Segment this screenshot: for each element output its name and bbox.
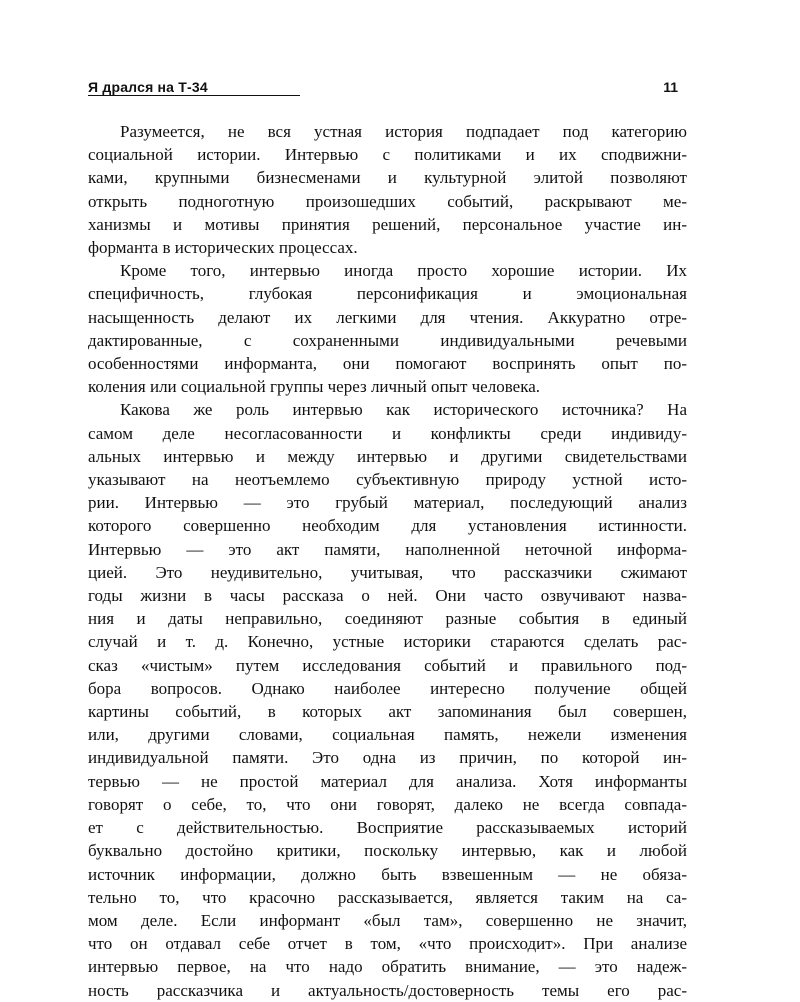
text-line: картины событий, в которых акт запоминания был совершен, [88, 702, 687, 722]
text-line: что он отдавал себе отчет в том, «что происходит». При анализе [88, 934, 687, 954]
text-line: рии. Интервью — это грубый материал, последующий анализ [88, 493, 687, 513]
header-rule [88, 95, 300, 96]
text-line: насыщенность делают их легкими для чтения. Аккуратно отре- [88, 307, 687, 327]
text-line: тельно то, что красочно рассказывается, является таким на са- [88, 887, 687, 907]
text-line: или, другими словами, социальная память, нежели изменения [88, 725, 687, 745]
text-line: специфичность, глубокая персонификация и эмоциональная [88, 284, 687, 304]
paragraph [88, 398, 687, 1001]
text-line: Кроме того, интервью иногда просто хорошие истории. Их [120, 261, 687, 281]
text-line: сказ «чистым» путем исследования событий и правильного под- [88, 655, 687, 675]
body-text [88, 120, 687, 1002]
text-line: интервью первое, на что надо обратить внимание, — это надеж- [88, 957, 687, 977]
text-line: мом деле. Если информант «был там», совершенно не значит, [88, 910, 687, 930]
text-line: которого совершенно необходим для установления истинности. [88, 516, 687, 536]
running-title: Я дрался на Т-34 [88, 79, 208, 95]
text-line: цией. Это неудивительно, учитывая, что рассказчики сжимают [88, 562, 687, 582]
text-line: случай и т. д. Конечно, устные историки стараются сделать рас- [88, 632, 687, 652]
page-number: 11 [663, 79, 678, 95]
text-line: бора вопросов. Однако наиболее интересно получение общей [88, 678, 687, 698]
paragraph [88, 120, 687, 259]
text-line: ность рассказчика и актуальность/достоверность темы его рас- [88, 980, 687, 1000]
text-line: ния и даты неправильно, соединяют разные события в единый [88, 609, 687, 629]
text-line: буквально достойно критики, поскольку интервью, как и любой [88, 841, 687, 861]
text-line: годы жизни в часы рассказа о ней. Они часто озвучивают назва- [88, 586, 687, 606]
text-line: самом деле несогласованности и конфликты среди индивиду- [88, 423, 687, 443]
text-line: дактированные, с сохраненными индивидуальными речевыми [88, 330, 687, 350]
text-line: коления или социальной группы через личный опыт человека. [88, 377, 540, 397]
text-line: индивидуальной памяти. Это одна из причин, по которой ин- [88, 748, 687, 768]
text-line: особенностями информанта, они помогают воспринять опыт по- [88, 354, 687, 374]
paragraph [88, 259, 687, 398]
text-line: Разумеется, не вся устная история подпадает под категорию [120, 122, 687, 141]
text-line: тервью — не простой материал для анализа. Хотя информанты [88, 771, 687, 791]
text-line: социальной истории. Интервью с политиками и их сподвижни- [88, 145, 687, 165]
text-line: открыть подноготную произошедших событий, раскрывают ме- [88, 191, 687, 211]
text-line: источник информации, должно быть взвешенным — не обяза- [88, 864, 687, 884]
text-line: указывают на неотъемлемо субъективную природу устной исто- [88, 470, 687, 490]
text-line: Интервью — это акт памяти, наполненной неточной информа- [88, 539, 687, 559]
text-line: ет с действительностью. Восприятие рассказываемых историй [88, 818, 687, 838]
text-line: ханизмы и мотивы принятия решений, персональное участие ин- [88, 214, 687, 234]
text-line: альных интервью и между интервью и другими свидетельствами [88, 446, 687, 466]
text-line: ками, крупными бизнесменами и культурной элитой позволяют [88, 168, 687, 188]
text-line: форманта в исторических процессах. [88, 238, 358, 258]
text-line: Какова же роль интервью как исторического источника? На [120, 400, 687, 420]
text-line: говорят о себе, то, что они говорят, далеко не всегда совпада- [88, 794, 687, 814]
running-header [88, 80, 688, 94]
